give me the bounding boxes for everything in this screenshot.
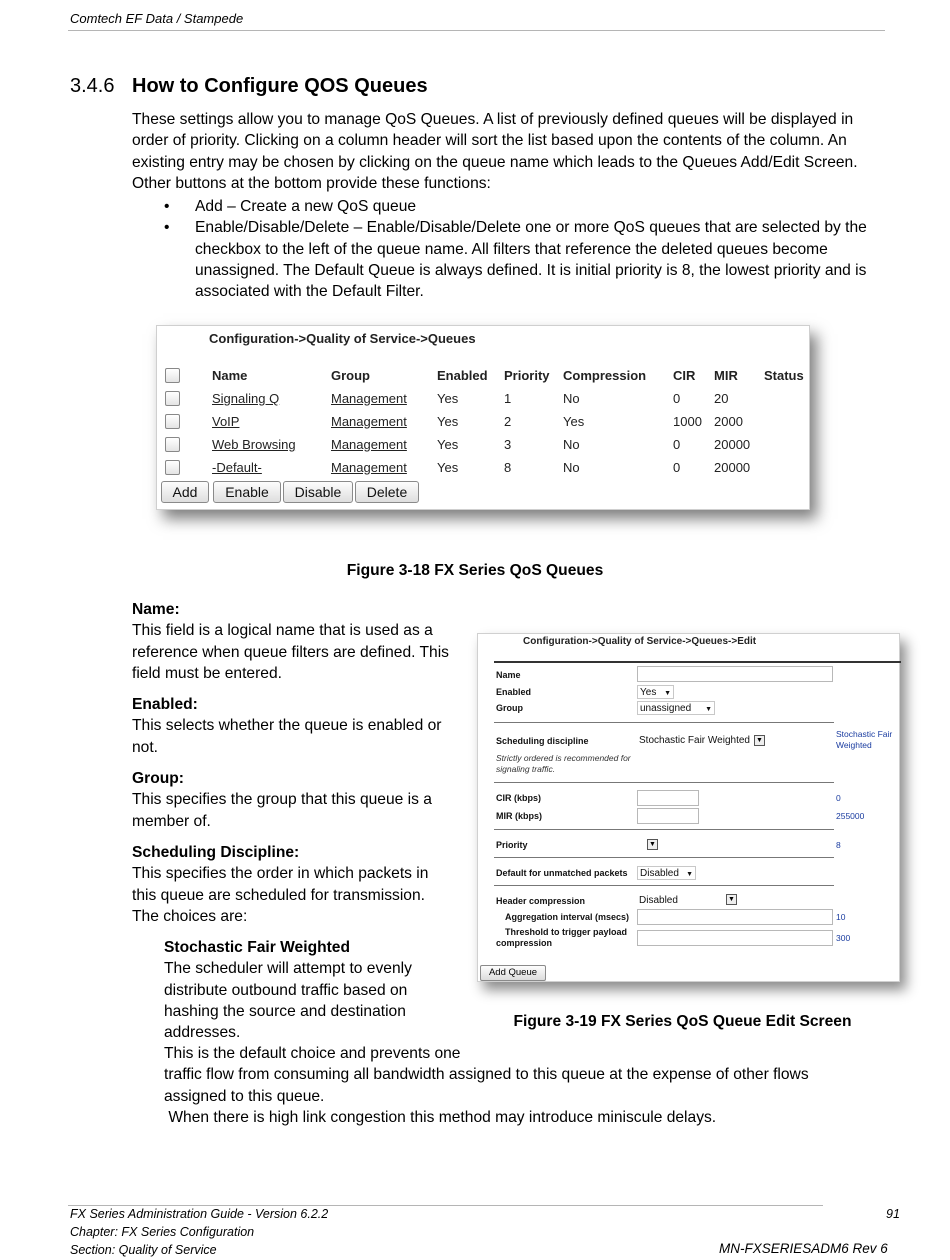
paragraph-line: traffic flow from consuming all bandwidth assigned to this queue at the expense of other flows assigned to this queue. — [164, 1066, 809, 1105]
column-header-mir[interactable]: MIR — [714, 368, 738, 383]
figure-caption: Figure 3-19 FX Series QoS Queue Edit Screen — [486, 1008, 879, 1038]
group-link[interactable]: Management — [331, 437, 407, 452]
function-list — [164, 196, 884, 302]
select-value: Stochastic Fair Weighted — [639, 735, 750, 746]
sfw-description — [164, 937, 454, 1043]
group-label: Group — [496, 703, 523, 713]
aggregation-label: Aggregation interval (msecs) — [505, 912, 630, 922]
page-number: 91 — [886, 1207, 900, 1221]
field-title: Scheduling Discipline: — [132, 844, 300, 861]
add-button[interactable]: Add — [161, 481, 209, 503]
column-header-cir[interactable]: CIR — [673, 368, 696, 383]
field-text: This specifies the order in which packets in this queue are scheduled for transmission. The choices are: — [132, 865, 429, 925]
select-value: Yes — [640, 687, 657, 698]
scheduling-label: Scheduling discipline — [496, 736, 589, 746]
enabled-cell: Yes — [437, 437, 459, 452]
chevron-down-icon[interactable]: ▼ — [754, 735, 765, 746]
enabled-select[interactable] — [637, 685, 674, 699]
field-title: Group: — [132, 770, 184, 787]
cir-label: CIR (kbps) — [496, 793, 541, 803]
default-unmatched-label: Default for unmatched packets — [496, 868, 628, 878]
column-header-name[interactable]: Name — [212, 368, 248, 383]
cir-input[interactable] — [637, 790, 699, 806]
group-description — [132, 768, 452, 832]
header-compression-select[interactable] — [637, 894, 727, 908]
column-header-compression[interactable]: Compression — [563, 368, 647, 383]
field-text: This specifies the group that this queue is a member of. — [132, 791, 432, 830]
group-link[interactable]: Management — [331, 414, 407, 429]
enable-button[interactable]: Enable — [213, 481, 281, 503]
select-value: Disabled — [639, 895, 678, 906]
document-number: MN-FXSERIESADM6 Rev 6 — [719, 1241, 888, 1256]
scheduling-description — [132, 842, 452, 927]
enabled-cell: Yes — [437, 460, 459, 475]
column-header-status[interactable]: Status — [764, 368, 804, 383]
cir-cell: 0 — [673, 391, 681, 406]
default-unmatched-select[interactable] — [637, 866, 696, 880]
section-number: 3.4.6 — [70, 75, 115, 97]
chevron-down-icon[interactable]: ▼ — [647, 839, 658, 850]
compression-cell: No — [563, 437, 580, 452]
bullet-icon: • — [164, 198, 170, 215]
queue-name-link[interactable]: -Default- — [212, 460, 262, 475]
select-value: unassigned — [640, 703, 692, 714]
mir-cell: 20000 — [714, 437, 751, 452]
add-queue-button[interactable]: Add Queue — [480, 965, 546, 981]
enabled-cell: Yes — [437, 414, 459, 429]
divider — [494, 857, 834, 858]
queues-list-screenshot — [156, 325, 810, 510]
select-value: Disabled — [640, 868, 679, 879]
current-mir: 255000 — [836, 811, 865, 821]
group-select[interactable] — [637, 701, 715, 715]
cir-cell: 1000 — [673, 414, 702, 429]
list-item — [164, 217, 884, 302]
priority-cell: 1 — [504, 391, 512, 406]
current-cir: 0 — [836, 793, 841, 803]
priority-cell: 3 — [504, 437, 512, 452]
compression-cell: No — [563, 460, 580, 475]
enabled-description — [132, 694, 452, 758]
scheduling-note: Strictly ordered is recommended for signaling traffic. — [496, 753, 631, 774]
select-all-checkbox[interactable] — [165, 368, 180, 383]
group-link[interactable]: Management — [331, 391, 407, 406]
mir-label: MIR (kbps) — [496, 811, 542, 821]
name-label: Name — [496, 670, 521, 680]
running-header: Comtech EF Data / Stampede — [70, 11, 244, 26]
disable-button[interactable]: Disable — [283, 481, 353, 503]
enabled-label: Enabled — [496, 687, 532, 697]
cir-cell: 0 — [673, 460, 681, 475]
figure-caption: Figure 3-18 FX Series QoS Queues — [346, 562, 604, 579]
divider — [494, 661, 901, 663]
queue-name-link[interactable]: Signaling Q — [212, 391, 280, 406]
row-checkbox[interactable] — [165, 460, 180, 475]
queue-name-link[interactable]: Web Browsing — [212, 437, 296, 452]
threshold-input[interactable] — [637, 930, 833, 946]
row-checkbox[interactable] — [165, 414, 180, 429]
row-checkbox[interactable] — [165, 391, 180, 406]
aggregation-input[interactable] — [637, 909, 833, 925]
chevron-down-icon: ▼ — [705, 706, 712, 713]
priority-cell: 8 — [504, 460, 512, 475]
enabled-cell: Yes — [437, 391, 459, 406]
column-header-group[interactable]: Group — [331, 368, 370, 383]
footer-guide: FX Series Administration Guide - Version 6.2.2 — [70, 1207, 329, 1221]
footer-divider — [68, 1205, 823, 1206]
mir-input[interactable] — [637, 808, 699, 824]
footer-section: Section: Quality of Service — [70, 1243, 217, 1257]
breadcrumb: Configuration->Quality of Service->Queues->Edit — [523, 636, 757, 647]
header-compression-label: Header compression — [496, 896, 586, 906]
current-scheduling: Stochastic Fair Weighted — [836, 729, 893, 750]
divider — [494, 782, 834, 783]
header-divider — [68, 30, 885, 31]
queue-edit-screenshot — [477, 633, 900, 982]
name-description — [132, 599, 452, 684]
priority-cell: 2 — [504, 414, 512, 429]
field-text: This selects whether the queue is enabled or not. — [132, 717, 442, 756]
row-checkbox[interactable] — [165, 437, 180, 452]
compression-cell: No — [563, 391, 580, 406]
footer-chapter: Chapter: FX Series Configuration — [70, 1225, 255, 1239]
sfw-details — [164, 1043, 864, 1128]
field-text: The scheduler will attempt to evenly distribute outbound traffic based on hashing the source and destination addresses. — [164, 960, 412, 1042]
list-item-text: Enable/Disable/Delete – Enable/Disable/Delete one or more QoS queues that are selected by the checkbox to the left of the queue name. All filters that reference the deleted queues become unassigned. The Default Queue is always defined. It is initial priority is 8, the lowest priority and is associated with the Default Filter. — [195, 219, 867, 301]
intro-paragraph: These settings allow you to manage QoS Queues. A list of previously defined queues will be displayed in order of priority. Clicking on a column header will sort the list based upon the contents of the column. An existing entry may be chosen by clicking on the queue name which leads to the Queues Add/Edit Screen. Other buttons at the bottom provide these functions: — [132, 111, 858, 192]
field-title: Enabled: — [132, 696, 198, 713]
current-threshold: 300 — [836, 933, 851, 943]
name-input[interactable] — [637, 666, 833, 682]
queue-name-link[interactable]: VoIP — [212, 414, 240, 429]
field-text: This field is a logical name that is used as a reference when queue filters are defined. This field must be entered. — [132, 622, 449, 682]
chevron-down-icon[interactable]: ▼ — [726, 894, 737, 905]
mir-cell: 2000 — [714, 414, 743, 429]
priority-label: Priority — [496, 840, 528, 850]
field-title: Name: — [132, 601, 180, 618]
mir-cell: 20000 — [714, 460, 751, 475]
bullet-icon: • — [164, 219, 170, 237]
threshold-label: Threshold to trigger payload compression — [496, 927, 628, 948]
current-priority: 8 — [836, 840, 841, 850]
breadcrumb: Configuration->Quality of Service->Queues — [209, 331, 476, 346]
divider — [494, 829, 834, 830]
list-item — [164, 196, 884, 217]
compression-cell: Yes — [563, 414, 585, 429]
divider — [494, 722, 834, 723]
chevron-down-icon: ▼ — [686, 871, 693, 878]
cir-cell: 0 — [673, 437, 681, 452]
current-aggregation: 10 — [836, 912, 846, 922]
paragraph-line: This is the default choice and prevents one — [164, 1045, 461, 1062]
divider — [494, 885, 834, 886]
chevron-down-icon: ▼ — [664, 690, 671, 697]
field-title: Stochastic Fair Weighted — [164, 939, 351, 956]
column-header-enabled[interactable]: Enabled — [437, 368, 488, 383]
mir-cell: 20 — [714, 391, 729, 406]
delete-button[interactable]: Delete — [355, 481, 419, 503]
section-title: How to Configure QOS Queues — [132, 75, 428, 97]
paragraph-line: When there is high link congestion this method may introduce miniscule delays. — [164, 1108, 717, 1126]
column-header-priority[interactable]: Priority — [504, 368, 550, 383]
group-link[interactable]: Management — [331, 460, 407, 475]
list-item-text: Add – Create a new QoS queue — [195, 198, 417, 215]
scheduling-select[interactable] — [637, 734, 765, 748]
